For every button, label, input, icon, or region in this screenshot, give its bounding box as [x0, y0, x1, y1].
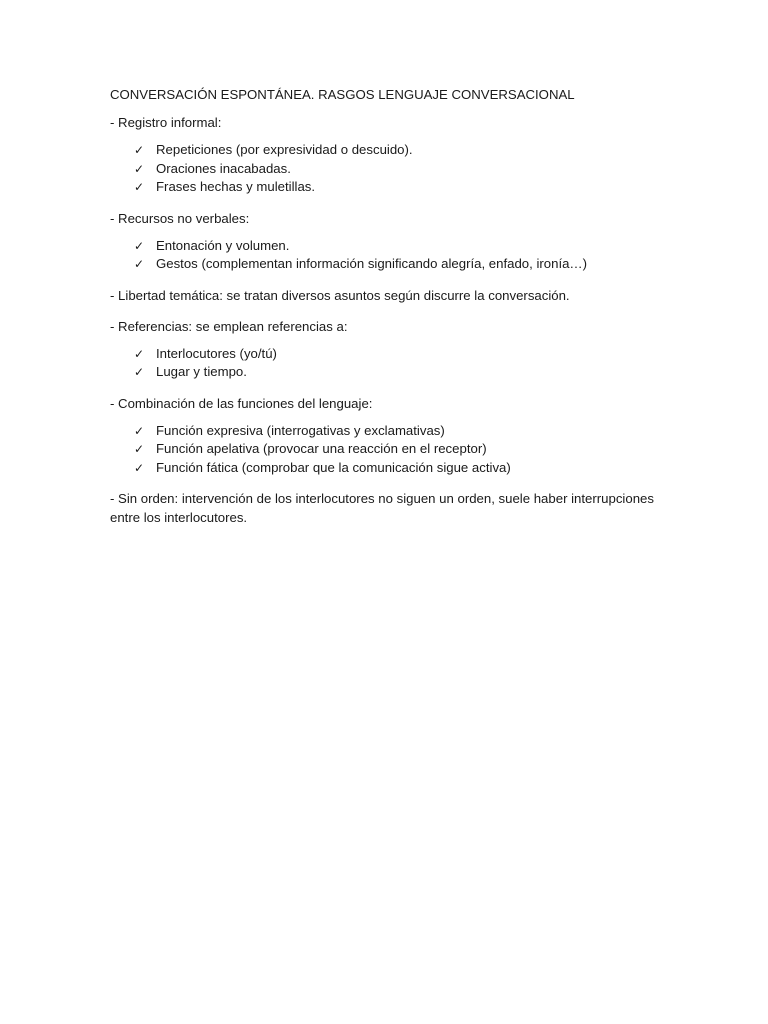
document-title: CONVERSACIÓN ESPONTÁNEA. RASGOS LENGUAJE CONVERSACIONAL [110, 87, 575, 102]
checkmark-icon: ✓ [134, 346, 145, 361]
list-item [110, 459, 670, 478]
list-item-text: Entonación y volumen. [156, 237, 290, 253]
section-heading-funciones: - Combinación de las funciones del lenguaje: [110, 395, 373, 411]
checkmark-icon: ✓ [134, 442, 145, 456]
list-item [110, 237, 670, 256]
checklist-referencias [110, 345, 670, 382]
section-heading-recursos: - Recursos no verbales: [110, 210, 250, 226]
section-heading-libertad: - Libertad temática: se tratan diversos asuntos según discurre la conversación. [110, 287, 570, 303]
list-item [110, 141, 670, 160]
list-item-text: Frases hechas y muletillas. [156, 179, 316, 194]
list-item-text: Función fática (comprobar que la comunicación sigue activa) [156, 459, 511, 475]
list-item-text: Oraciones inacabadas. [156, 160, 291, 176]
checkmark-icon: ✓ [134, 180, 145, 194]
list-item-text: Gestos (complementan información significando alegría, enfado, ironía…) [156, 256, 588, 271]
list-item [110, 345, 670, 364]
list-item-text: Función apelativa (provocar una reacción en el receptor) [156, 441, 487, 456]
checkmark-icon: ✓ [134, 238, 145, 253]
list-item [110, 160, 670, 179]
checkmark-icon: ✓ [134, 365, 145, 379]
list-item [110, 363, 670, 382]
document-page [110, 86, 670, 539]
checklist-recursos [110, 237, 670, 274]
list-item [110, 178, 670, 197]
list-item-text: Función expresiva (interrogativas y exclamativas) [156, 422, 445, 438]
list-item [110, 255, 670, 274]
checkmark-icon: ✓ [134, 423, 145, 438]
checkmark-icon: ✓ [134, 143, 145, 157]
section-heading-registro: - Registro informal: [110, 115, 222, 130]
checklist-registro [110, 141, 670, 197]
checkmark-icon: ✓ [134, 161, 145, 176]
list-item [110, 422, 670, 441]
section-heading-sin-orden: - Sin orden: intervención de los interlocutores no siguen un orden, suele haber interrupciones entre los interlocutores. [110, 491, 654, 525]
checklist-funciones [110, 422, 670, 478]
section-heading-referencias: - Referencias: se emplean referencias a: [110, 318, 348, 334]
checkmark-icon: ✓ [134, 257, 145, 271]
list-item-text: Interlocutores (yo/tú) [156, 345, 277, 361]
list-item-text: Lugar y tiempo. [156, 364, 247, 379]
list-item [110, 440, 670, 459]
checkmark-icon: ✓ [134, 460, 145, 475]
list-item-text: Repeticiones (por expresividad o descuido). [156, 142, 413, 157]
